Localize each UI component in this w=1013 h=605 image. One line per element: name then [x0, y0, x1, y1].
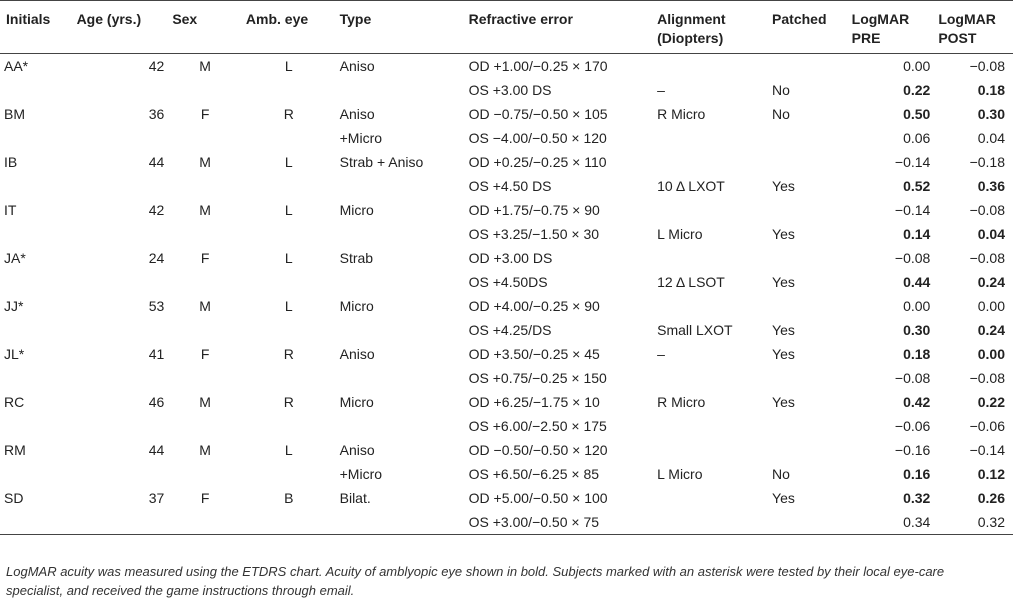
header-patched: Patched — [772, 11, 827, 27]
cell-patched — [768, 126, 848, 150]
table-row — [0, 414, 1013, 438]
cell-logmar-pre: 0.34 — [903, 514, 931, 530]
header-amb-eye: Amb. eye — [245, 11, 309, 27]
cell-type: Micro — [339, 298, 374, 314]
cell-age: 42 — [148, 58, 165, 74]
cell-logmar-post: 0.32 — [977, 514, 1005, 530]
cell-type — [336, 318, 465, 342]
cell-type: +Micro — [339, 466, 383, 482]
cell-amb-eye — [242, 174, 336, 198]
header-logmar-pre — [848, 1, 935, 54]
table-row — [0, 390, 1013, 414]
cell-sex: M — [199, 202, 211, 218]
cell-alignment: 12 Δ LSOT — [657, 274, 725, 290]
cell-type: Strab + Aniso — [339, 154, 424, 170]
table-row — [0, 102, 1013, 126]
cell-patched: No — [772, 82, 790, 98]
table-row — [0, 174, 1013, 198]
cell-initials: IT — [4, 202, 17, 218]
cell-logmar-post: −0.18 — [969, 154, 1005, 170]
table-footnote: LogMAR acuity was measured using the ETDRS chart. Acuity of amblyopic eye shown in bold. Subjects marked with an asterisk were tested by their local eye-care specialist, and received the game instructions through email. — [6, 564, 945, 598]
cell-initials — [0, 510, 73, 535]
cell-logmar-pre: −0.14 — [894, 154, 931, 170]
cell-logmar-post: 0.24 — [977, 322, 1005, 338]
cell-patched: Yes — [772, 178, 795, 194]
cell-age — [73, 222, 169, 246]
cell-logmar-post: 0.22 — [977, 394, 1005, 410]
cell-type — [336, 270, 465, 294]
table-row — [0, 150, 1013, 174]
cell-patched: Yes — [772, 394, 795, 410]
cell-patched: Yes — [772, 490, 795, 506]
cell-patched — [768, 510, 848, 535]
cell-alignment: – — [657, 82, 665, 98]
cell-amb-eye: L — [284, 298, 293, 314]
cell-initials: AA* — [4, 58, 29, 74]
cell-patched: Yes — [772, 274, 795, 290]
cell-age — [73, 174, 169, 198]
cell-refractive-error: OS −4.00/−0.50 × 120 — [468, 130, 607, 146]
cell-logmar-pre: 0.50 — [903, 106, 931, 122]
cell-logmar-pre: −0.08 — [894, 370, 931, 386]
cell-amb-eye — [242, 318, 336, 342]
cell-age: 44 — [148, 442, 165, 458]
cell-patched: Yes — [772, 346, 795, 362]
cell-logmar-post: −0.08 — [969, 58, 1005, 74]
cell-amb-eye: L — [284, 58, 293, 74]
table-row — [0, 78, 1013, 102]
cell-alignment — [653, 54, 768, 79]
cell-sex: M — [199, 154, 211, 170]
cell-logmar-pre: 0.14 — [903, 226, 931, 242]
cell-initials — [0, 78, 73, 102]
cell-type: Aniso — [339, 106, 375, 122]
cell-refractive-error: OS +0.75/−0.25 × 150 — [468, 370, 607, 386]
cell-amb-eye — [242, 270, 336, 294]
table-row — [0, 246, 1013, 270]
cell-initials — [0, 222, 73, 246]
cell-initials — [0, 414, 73, 438]
cell-patched: No — [772, 466, 790, 482]
table-row — [0, 318, 1013, 342]
cell-alignment — [653, 126, 768, 150]
table-row — [0, 54, 1013, 79]
cell-type — [336, 366, 465, 390]
cell-refractive-error: OD +3.00 DS — [468, 250, 553, 266]
cell-alignment: L Micro — [657, 466, 703, 482]
table-row — [0, 222, 1013, 246]
cell-logmar-pre: 0.16 — [903, 466, 931, 482]
cell-logmar-pre: −0.08 — [894, 250, 931, 266]
cell-patched — [768, 414, 848, 438]
cell-amb-eye: L — [284, 202, 293, 218]
cell-amb-eye — [242, 126, 336, 150]
cell-sex — [168, 78, 242, 102]
cell-refractive-error: OS +3.00 DS — [468, 82, 552, 98]
cell-type: Bilat. — [339, 490, 371, 506]
table-body — [0, 54, 1013, 535]
cell-sex: M — [199, 298, 211, 314]
cell-age — [73, 270, 169, 294]
cell-amb-eye — [242, 510, 336, 535]
cell-sex — [168, 174, 242, 198]
cell-age: 41 — [148, 346, 165, 362]
cell-sex: F — [200, 346, 210, 362]
cell-initials — [0, 318, 73, 342]
cell-sex — [168, 270, 242, 294]
cell-type — [336, 510, 465, 535]
cell-alignment: 10 Δ LXOT — [657, 178, 725, 194]
cell-initials — [0, 366, 73, 390]
cell-patched: Yes — [772, 226, 795, 242]
cell-type: Strab — [339, 250, 374, 266]
cell-patched — [768, 246, 848, 270]
cell-sex — [168, 462, 242, 486]
header-post-line2: POST — [938, 30, 977, 46]
cell-logmar-pre: 0.42 — [903, 394, 931, 410]
cell-refractive-error: OS +6.00/−2.50 × 175 — [468, 418, 607, 434]
cell-amb-eye: B — [284, 490, 294, 506]
cell-amb-eye — [242, 366, 336, 390]
header-refractive-error: Refractive error — [468, 11, 573, 27]
cell-sex: M — [199, 394, 211, 410]
cell-patched — [768, 150, 848, 174]
cell-refractive-error: OD +3.50/−0.25 × 45 — [468, 346, 600, 362]
cell-initials — [0, 174, 73, 198]
header-age: Age (yrs.) — [76, 11, 142, 27]
cell-initials — [0, 126, 73, 150]
cell-age — [73, 126, 169, 150]
cell-refractive-error: OS +6.50/−6.25 × 85 — [468, 466, 600, 482]
cell-logmar-post: 0.26 — [977, 490, 1005, 506]
header-pre-line2: PRE — [851, 30, 881, 46]
cell-alignment — [653, 294, 768, 318]
cell-logmar-post: 0.04 — [977, 226, 1005, 242]
cell-alignment: R Micro — [657, 394, 706, 410]
cell-refractive-error: OS +4.25/DS — [468, 322, 552, 338]
cell-sex: F — [200, 250, 210, 266]
cell-patched: No — [772, 106, 790, 122]
cell-logmar-pre: −0.06 — [894, 418, 931, 434]
cell-initials: IB — [4, 154, 18, 170]
header-type: Type — [339, 11, 372, 27]
cell-refractive-error: OD −0.50/−0.50 × 120 — [468, 442, 608, 458]
cell-initials: RC — [4, 394, 25, 410]
cell-sex: F — [200, 106, 210, 122]
cell-patched — [768, 198, 848, 222]
cell-logmar-post: −0.08 — [969, 202, 1005, 218]
cell-refractive-error: OS +3.00/−0.50 × 75 — [468, 514, 600, 530]
cell-refractive-error: OD +6.25/−1.75 × 10 — [468, 394, 600, 410]
cell-logmar-pre: 0.06 — [903, 130, 931, 146]
cell-sex — [168, 318, 242, 342]
cell-logmar-post: −0.06 — [969, 418, 1005, 434]
cell-logmar-pre: −0.14 — [894, 202, 931, 218]
cell-amb-eye: L — [284, 442, 293, 458]
cell-logmar-post: −0.14 — [969, 442, 1005, 458]
table-row — [0, 198, 1013, 222]
cell-refractive-error: OS +4.50DS — [468, 274, 548, 290]
cell-amb-eye — [242, 414, 336, 438]
cell-age: 36 — [148, 106, 165, 122]
cell-sex: M — [199, 442, 211, 458]
header-post-line1: LogMAR — [938, 11, 996, 27]
table-row — [0, 510, 1013, 535]
cell-amb-eye: L — [284, 154, 293, 170]
header-sex: Sex — [172, 11, 198, 27]
cell-logmar-post: 0.36 — [977, 178, 1005, 194]
cell-age — [73, 366, 169, 390]
cell-age: 44 — [148, 154, 165, 170]
table-row — [0, 438, 1013, 462]
cell-alignment — [653, 198, 768, 222]
cell-logmar-post: −0.08 — [969, 370, 1005, 386]
table-row — [0, 366, 1013, 390]
cell-logmar-post: 0.00 — [977, 346, 1005, 362]
cell-alignment: L Micro — [657, 226, 703, 242]
cell-patched: Yes — [772, 322, 795, 338]
cell-logmar-pre: 0.22 — [903, 82, 931, 98]
cell-alignment — [653, 414, 768, 438]
cell-amb-eye — [242, 222, 336, 246]
cell-patched — [768, 366, 848, 390]
cell-logmar-post: 0.30 — [977, 106, 1005, 122]
cell-refractive-error: OD +1.75/−0.75 × 90 — [468, 202, 600, 218]
cell-age — [73, 414, 169, 438]
cell-alignment — [653, 438, 768, 462]
cell-logmar-post: 0.18 — [977, 82, 1005, 98]
cell-type: Aniso — [339, 58, 375, 74]
cell-refractive-error: OS +4.50 DS — [468, 178, 552, 194]
header-alignment — [653, 1, 768, 54]
cell-logmar-pre: 0.44 — [903, 274, 931, 290]
cell-initials — [0, 270, 73, 294]
table-row — [0, 270, 1013, 294]
cell-age — [73, 78, 169, 102]
cell-initials — [0, 462, 73, 486]
cell-refractive-error: OD +5.00/−0.50 × 100 — [468, 490, 608, 506]
cell-sex — [168, 366, 242, 390]
cell-sex: M — [199, 58, 211, 74]
cell-logmar-post: 0.12 — [977, 466, 1005, 482]
cell-type — [336, 174, 465, 198]
cell-sex — [168, 126, 242, 150]
cell-logmar-pre: 0.18 — [903, 346, 931, 362]
cell-sex: F — [200, 490, 210, 506]
table-row — [0, 342, 1013, 366]
header-alignment-line2: (Diopters) — [657, 30, 724, 46]
cell-initials: RM — [4, 442, 26, 458]
cell-type — [336, 78, 465, 102]
cell-patched — [768, 294, 848, 318]
cell-refractive-error: OS +3.25/−1.50 × 30 — [468, 226, 600, 242]
table-row — [0, 486, 1013, 510]
cell-alignment: Small LXOT — [657, 322, 733, 338]
cell-amb-eye — [242, 78, 336, 102]
cell-amb-eye: R — [283, 106, 294, 122]
cell-type: Aniso — [339, 442, 375, 458]
cell-initials: JA* — [4, 250, 26, 266]
cell-alignment: R Micro — [657, 106, 706, 122]
cell-alignment — [653, 510, 768, 535]
cell-age — [73, 462, 169, 486]
cell-logmar-pre: −0.16 — [894, 442, 931, 458]
header-pre-line1: LogMAR — [851, 11, 910, 27]
cell-refractive-error: OD +1.00/−0.25 × 170 — [468, 58, 608, 74]
cell-amb-eye: L — [284, 250, 293, 266]
cell-refractive-error: OD +4.00/−0.25 × 90 — [468, 298, 600, 314]
cell-type: Aniso — [339, 346, 375, 362]
cell-initials: JL* — [4, 346, 25, 362]
cell-logmar-pre: 0.00 — [903, 58, 931, 74]
cell-initials: BM — [4, 106, 25, 122]
cell-logmar-pre: 0.30 — [903, 322, 931, 338]
cell-logmar-pre: 0.00 — [903, 298, 931, 314]
cell-refractive-error: OD +0.25/−0.25 × 110 — [468, 154, 607, 170]
cell-age — [73, 510, 169, 535]
cell-logmar-post: −0.08 — [969, 250, 1005, 266]
table-row — [0, 126, 1013, 150]
cell-age: 37 — [148, 490, 165, 506]
cell-amb-eye: R — [283, 346, 294, 362]
cell-logmar-pre: 0.32 — [903, 490, 931, 506]
cell-logmar-post: 0.00 — [977, 298, 1005, 314]
cell-sex — [168, 222, 242, 246]
cell-type: Micro — [339, 202, 374, 218]
cell-logmar-pre: 0.52 — [903, 178, 931, 194]
table-header-row — [0, 1, 1013, 54]
cell-type: Micro — [339, 394, 374, 410]
cell-alignment — [653, 486, 768, 510]
cell-amb-eye — [242, 462, 336, 486]
cell-sex — [168, 510, 242, 535]
header-logmar-post — [934, 1, 1013, 54]
cell-patched — [768, 438, 848, 462]
cell-logmar-post: 0.24 — [977, 274, 1005, 290]
table-row — [0, 294, 1013, 318]
cell-alignment — [653, 246, 768, 270]
cell-type — [336, 414, 465, 438]
header-alignment-line1: Alignment — [657, 11, 726, 27]
cell-age: 24 — [148, 250, 165, 266]
cell-amb-eye: R — [283, 394, 294, 410]
table-row — [0, 462, 1013, 486]
cell-alignment — [653, 366, 768, 390]
cell-alignment: – — [657, 346, 665, 362]
cell-logmar-post: 0.04 — [977, 130, 1005, 146]
cell-refractive-error: OD −0.75/−0.50 × 105 — [468, 106, 608, 122]
cell-initials: SD — [4, 490, 24, 506]
cell-age: 53 — [148, 298, 165, 314]
cell-sex — [168, 414, 242, 438]
cell-type: +Micro — [339, 130, 383, 146]
cell-age: 46 — [148, 394, 165, 410]
cell-alignment — [653, 150, 768, 174]
cell-patched — [768, 54, 848, 79]
cell-age: 42 — [148, 202, 165, 218]
cell-age — [73, 318, 169, 342]
cell-initials: JJ* — [4, 298, 24, 314]
cell-type — [336, 222, 465, 246]
header-initials: Initials — [6, 11, 51, 27]
